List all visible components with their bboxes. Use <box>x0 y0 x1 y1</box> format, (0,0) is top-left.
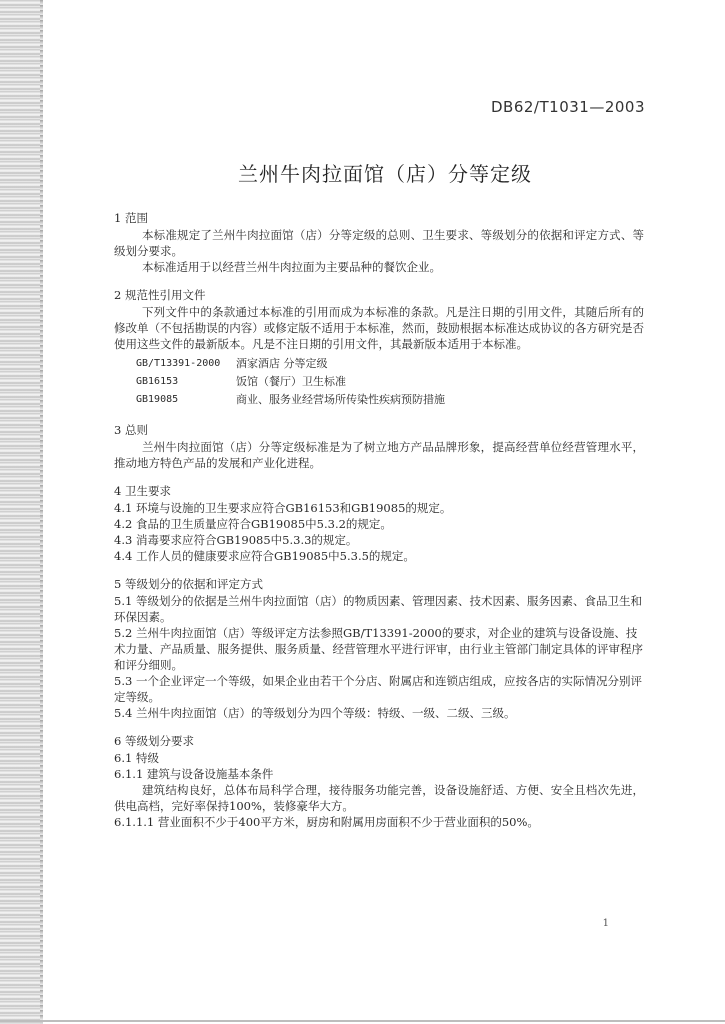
paragraph: 本标准规定了兰州牛肉拉面馆（店）分等定级的总则、卫生要求、等级划分的依据和评定方式、等级划分要求。 <box>114 228 644 258</box>
clause: 4.2 食品的卫生质量应符合GB19085中5.3.2的规定。 <box>114 517 392 531</box>
clause: 4.3 消毒要求应符合GB19085中5.3.3的规定。 <box>114 533 358 547</box>
section-heading-grading-requirements: 6 等级划分要求 <box>114 734 194 748</box>
reference-list <box>136 356 445 410</box>
reference-row <box>136 392 445 410</box>
clause: 5.3 一个企业评定一个等级，如果企业由若干个分店、附属店和连锁店组成，应按各店的实际情况分别评定等级。 <box>114 674 642 704</box>
scan-bottom-edge <box>0 1020 725 1022</box>
document-title: 兰州牛肉拉面馆（店）分等定级 <box>238 162 532 186</box>
reference-name: 酒家酒店 分等定级 <box>236 357 328 370</box>
paragraph: 本标准适用于以经营兰州牛肉拉面为主要品种的餐饮企业。 <box>142 260 441 274</box>
clause: 5.4 兰州牛肉拉面馆（店）的等级划分为四个等级：特级、一级、二级、三级。 <box>114 706 516 720</box>
binding-edge-texture <box>0 0 40 1024</box>
section-heading-hygiene: 4 卫生要求 <box>114 484 171 498</box>
reference-code: GB/T13391-2000 <box>136 358 221 369</box>
clause: 4.1 环境与设施的卫生要求应符合GB16153和GB19085的规定。 <box>114 501 452 515</box>
paragraph: 兰州牛肉拉面馆（店）分等定级标准是为了树立地方产品品牌形象，提高经营单位经营管理水平，推动地方特色产品的发展和产业化进程。 <box>114 440 644 470</box>
reference-row <box>136 356 445 374</box>
reference-name: 饭馆（餐厅）卫生标准 <box>236 375 346 388</box>
paragraph: 下列文件中的条款通过本标准的引用而成为本标准的条款。凡是注日期的引用文件，其随后所有的修改单（不包括勘误的内容）或修定版不适用于本标准，然而，鼓励根据本标准达成协议的各方研究是否使用这些文件的最新版本。凡是不注日期的引用文件，其最新版本适用于本标准。 <box>114 305 644 351</box>
document-body <box>114 210 644 830</box>
clause: 5.1 等级划分的依据是兰州牛肉拉面馆（店）的物质因素、管理因素、技术因素、服务因素、食品卫生和环保因素。 <box>114 594 642 624</box>
reference-row <box>136 374 445 392</box>
clause: 5.2 兰州牛肉拉面馆（店）等级评定方法参照GB/T13391-2000的要求，对企业的建筑与设备设施、技术力量、产品质量、服务提供、服务质量、经营管理水平进行评审，由行业主管部门制定具体的评审程序和评分细则。 <box>114 626 643 672</box>
section-heading-general: 3 总则 <box>114 423 148 437</box>
binding-edge-shadow <box>40 0 43 1024</box>
subsection-heading: 6.1.1 建筑与设备设施基本条件 <box>114 767 274 781</box>
reference-name: 商业、服务业经营场所传染性疾病预防措施 <box>236 393 445 406</box>
section-heading-scope: 1 范围 <box>114 211 148 225</box>
section-heading-normative-references: 2 规范性引用文件 <box>114 288 206 302</box>
page-number: 1 <box>602 918 609 929</box>
clause: 6.1.1.1 营业面积不少于400平方米，厨房和附属用房面积不少于营业面积的50%。 <box>114 815 539 829</box>
clause: 4.4 工作人员的健康要求应符合GB19085中5.3.5的规定。 <box>114 549 415 563</box>
paragraph: 建筑结构良好，总体布局科学合理，接待服务功能完善，设备设施舒适、方便、安全且档次先进，供电高档，完好率保持100%，装修豪华大方。 <box>114 783 644 813</box>
subsection-heading: 6.1 特级 <box>114 751 159 765</box>
document-code: DB62/T1031—2003 <box>491 98 645 116</box>
reference-code: GB16153 <box>136 376 179 387</box>
reference-code: GB19085 <box>136 394 179 405</box>
section-heading-grading-basis: 5 等级划分的依据和评定方式 <box>114 577 263 591</box>
